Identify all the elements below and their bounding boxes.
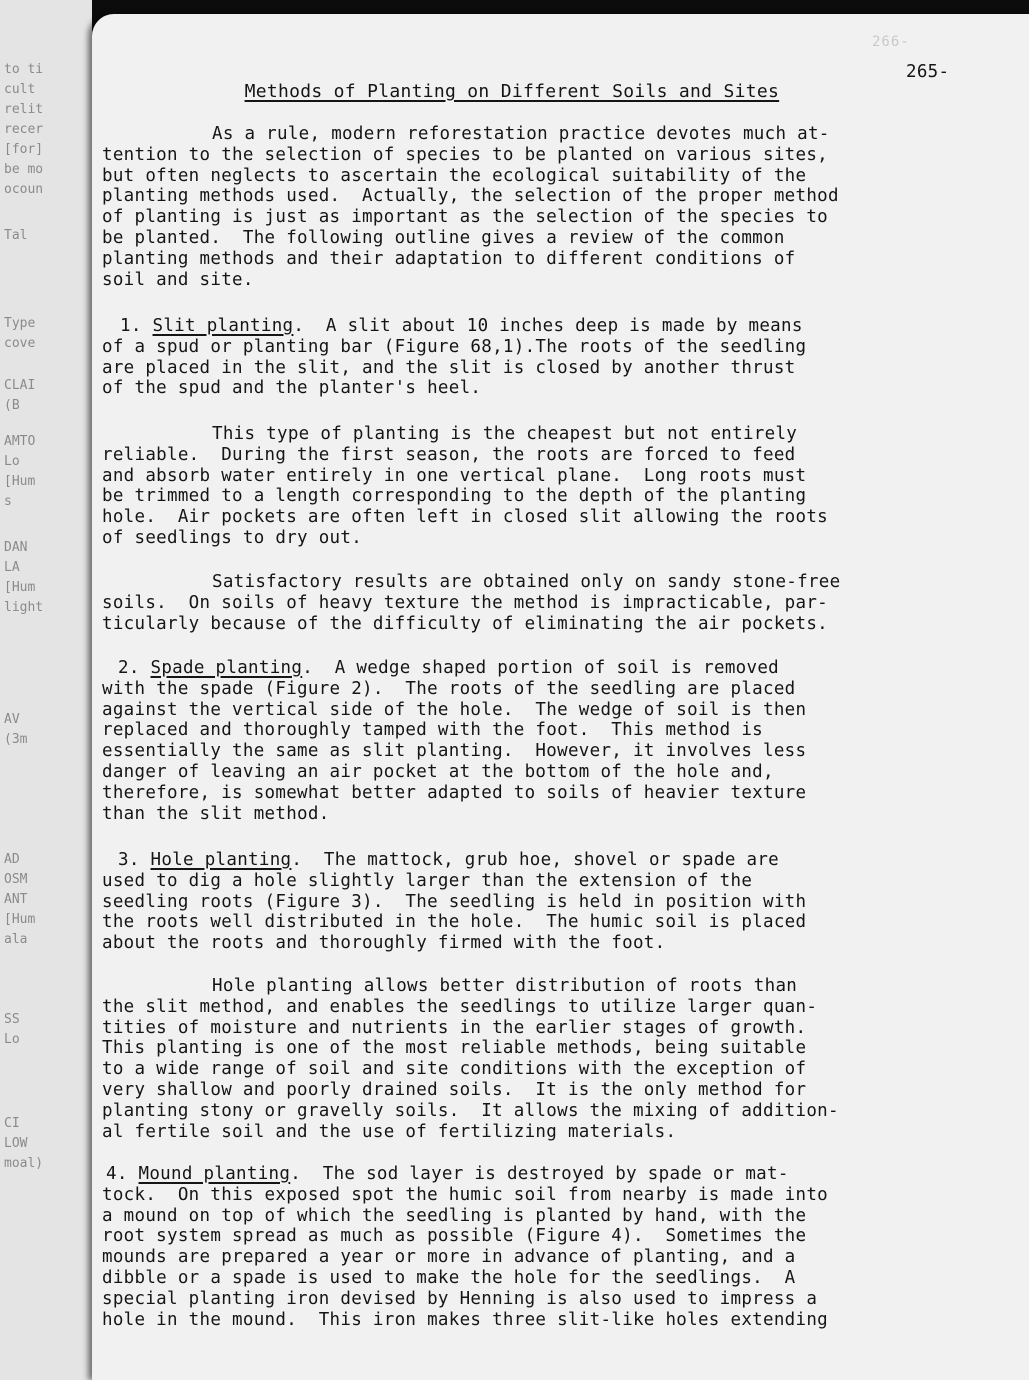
text-line: are placed in the slit, and the slit is closed by another thrust [102,357,796,378]
text-line: essentially the same as slit planting. However, it involves less [102,741,807,762]
text-line: the slit method, and enables the seedlings to utilize larger quan- [102,996,818,1017]
section-title: Slit planting [152,316,294,336]
margin-fragment: (3m [4,732,28,747]
text-line: reliable. During the first season, the roots are forced to feed [102,444,796,465]
margin-fragment: CI [4,1116,20,1131]
margin-fragment: ANT [4,892,28,907]
bleed-through-page-number: 266- [872,34,910,50]
margin-fragment: LA [4,560,20,575]
text-line: about the roots and thoroughly firmed with the foot. [102,933,666,954]
section-first-line: A wedge shaped portion of soil is removed [334,658,780,678]
section-number: 3. [118,850,140,870]
text-line: al fertile soil and the use of fertilizing materials. [102,1121,677,1142]
margin-fragment: LOW [4,1136,28,1151]
text-line: to a wide range of soil and site conditions with the exception of [102,1059,807,1080]
text-line: This type of planting is the cheapest but not entirely [212,424,798,444]
text-line: hole. Air pockets are often left in closed slit allowing the roots [102,507,829,528]
margin-fragment: moal) [4,1156,44,1171]
section-heading: 3. Hole planting. The mattock, grub hoe, shovel or spade are [118,850,780,870]
page-title-text: Methods of Planting on Different Soils and Sites [244,81,780,102]
margin-fragment: Tal [4,228,28,243]
section-first-line: A slit about 10 inches deep is made by means [325,316,803,336]
section-title: Spade planting [150,658,303,678]
text-line: of planting is just as important as the selection of the species to [102,207,829,228]
section-number: 2. [118,658,140,678]
section-first-line: The sod layer is destroyed by spade or mat- [322,1164,789,1184]
margin-fragment: Type [4,316,36,331]
text-line: special planting iron devised by Henning is also used to impress a [102,1288,818,1309]
section-heading: 2. Spade planting. A wedge shaped portion of soil is removed [118,658,780,678]
margin-fragment: cove [4,336,36,351]
text-line: therefore, is somewhat better adapted to soils of heavier texture [102,782,807,803]
text-line: the roots well distributed in the hole. The humic soil is placed [102,912,807,933]
margin-fragment: ala [4,932,28,947]
margin-fragment: OSM [4,872,28,887]
text-line: danger of leaving an air pocket at the bottom of the hole and, [102,762,774,782]
margin-fragment: light [4,600,44,615]
text-line: ticularly because of the difficulty of eliminating the air pockets. [102,613,829,634]
text-line: soil and site. [102,269,254,290]
section-first-line: The mattock, grub hoe, shovel or spade are [323,850,780,870]
text-line: than the slit method. [102,803,330,824]
text-line: tities of moisture and nutrients in the earlier stages of growth. [102,1017,807,1038]
text-line: but often neglects to ascertain the ecological suitability of the [102,165,807,186]
section-heading: 4. Mound planting. The sod layer is destroyed by spade or mat- [106,1164,789,1184]
adjacent-page-margin [0,0,92,1380]
margin-fragment: [Hum [4,474,36,489]
text-line: As a rule, modern reforestation practice devotes much at- [212,124,830,144]
text-line: planting methods and their adaptation to different conditions of [102,248,796,269]
margin-fragment: [Hum [4,912,36,927]
margin-fragment: CLAI [4,378,36,393]
text-line: with the spade (Figure 2). The roots of the seedling are placed [102,678,796,699]
section-number: 4. [106,1164,128,1184]
section-title: Mound planting [138,1164,291,1184]
margin-fragment: be mo [4,162,44,177]
text-line: Hole planting allows better distribution of roots than [212,976,798,996]
document-page [92,14,1029,1380]
text-line: a mound on top of which the seedling is planted by hand, with the [102,1205,807,1226]
section-heading: 1. Slit planting. A slit about 10 inches deep is made by means [120,316,803,336]
margin-fragment: AMTO [4,434,36,449]
margin-fragment: relit [4,102,44,117]
text-line: be planted. The following outline gives a review of the common [102,228,785,248]
margin-fragment: s [4,494,12,509]
page-number: 265- [906,62,950,82]
text-line: planting stony or gravelly soils. It allows the mixing of addition- [102,1100,839,1121]
margin-fragment: AD [4,852,20,867]
section-number: 1. [120,316,142,336]
text-line: root system spread as much as possible (Figure 4). Sometimes the [102,1226,807,1247]
text-line: soils. On soils of heavy texture the method is impracticable, par- [102,592,829,613]
text-line: dibble or a spade is used to make the hole for the seedlings. A [102,1268,796,1288]
text-line: very shallow and poorly drained soils. It is the only method for [102,1080,807,1100]
margin-fragment: Lo [4,1032,20,1047]
margin-fragment: [Hum [4,580,36,595]
text-line: used to dig a hole slightly larger than the extension of the [102,870,753,891]
margin-fragment: SS [4,1012,20,1027]
text-line: of seedlings to dry out. [102,528,363,548]
margin-fragment: (B [4,398,20,413]
text-line: planting methods used. Actually, the selection of the proper method [102,186,839,207]
margin-fragment: [for] [4,142,44,157]
text-line: tock. On this exposed spot the humic soil from nearby is made into [102,1184,829,1205]
margin-fragment: recer [4,122,44,137]
page-title [200,62,779,122]
margin-fragment: ocoun [4,182,44,197]
text-line: seedling roots (Figure 3). The seedling is held in position with [102,891,807,912]
text-line: mounds are prepared a year or more in advance of planting, and a [102,1247,796,1268]
margin-fragment: Lo [4,454,20,469]
text-line: of the spud and the planter's heel. [102,378,482,399]
margin-fragment: to ti [4,62,44,77]
text-line: Satisfactory results are obtained only on sandy stone-free [212,572,841,592]
text-line: and absorb water entirely in one vertical plane. Long roots must [102,465,807,486]
margin-fragment: cult [4,82,36,97]
text-line: This planting is one of the most reliable methods, being suitable [102,1038,807,1059]
margin-fragment: AV [4,712,20,727]
text-line: hole in the mound. This iron makes three slit-like holes extending [102,1309,829,1330]
margin-fragment: DAN [4,540,28,555]
text-line: be trimmed to a length corresponding to the depth of the planting [102,486,807,507]
text-line: of a spud or planting bar (Figure 68,1).The roots of the seedling [102,336,807,357]
text-line: tention to the selection of species to be planted on various sites, [102,144,829,165]
text-line: replaced and thoroughly tamped with the foot. This method is [102,720,763,741]
section-title: Hole planting [150,850,292,870]
text-line: against the vertical side of the hole. The wedge of soil is then [102,699,807,720]
